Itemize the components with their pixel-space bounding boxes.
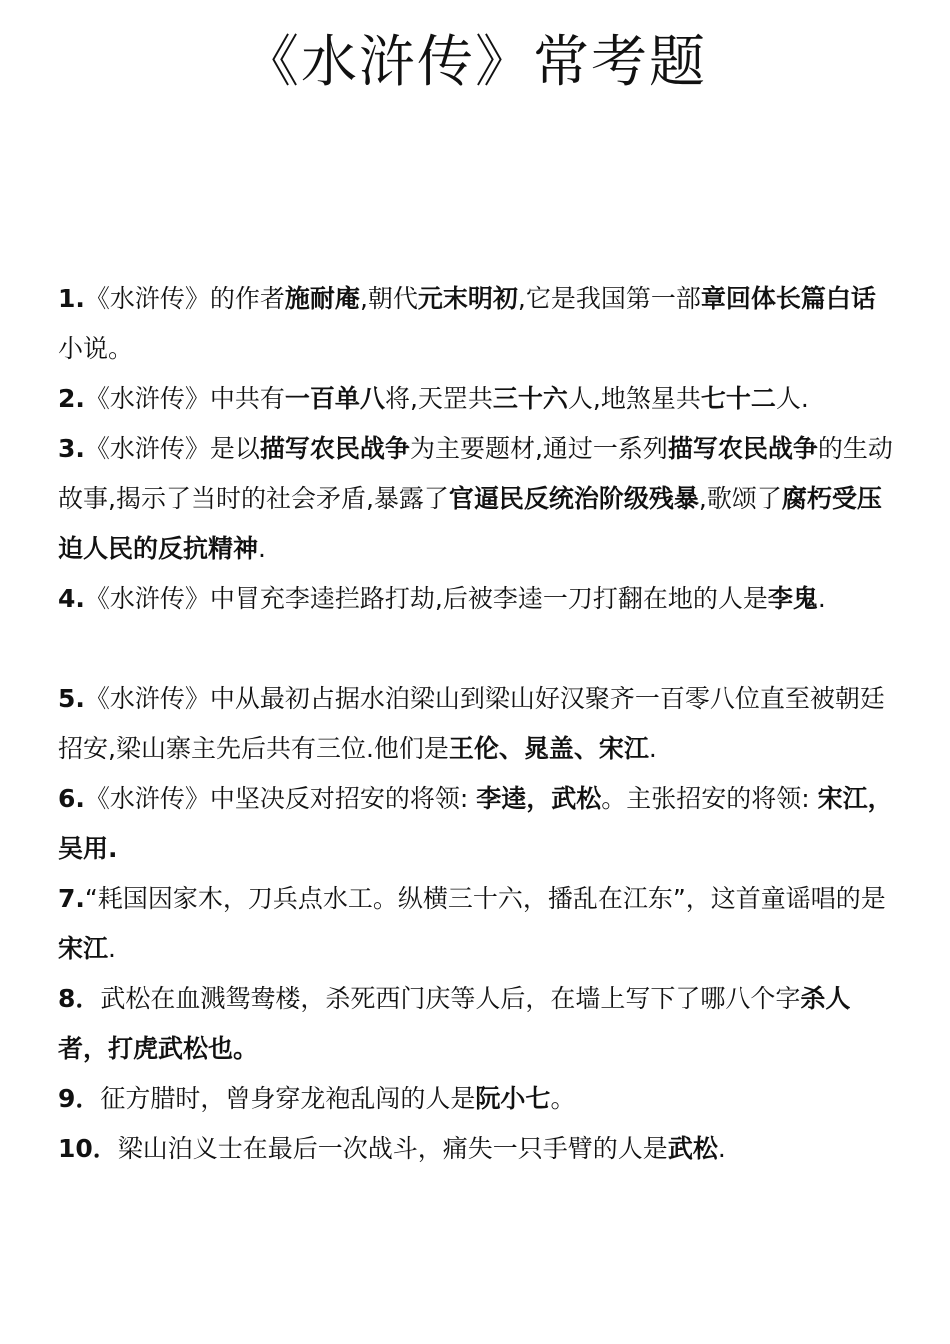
question-number: 8． (58, 984, 101, 1013)
answer-text: 李鬼 (767, 584, 818, 613)
question-text: ,朝代 (359, 284, 418, 313)
question-item (58, 774, 894, 874)
answer-text: 腐朽受压迫人民的反抗精神 (58, 484, 882, 563)
question-number: 7. (58, 884, 85, 913)
answer-text: 元末明初 (417, 284, 518, 313)
question-item (58, 424, 894, 574)
question-number: 6. (58, 784, 85, 813)
question-text: 《水浒传》是以 (84, 434, 260, 463)
question-text: 将,天罡共 (384, 384, 493, 413)
question-number: 1. (58, 284, 85, 313)
question-number: 5. (58, 684, 85, 713)
question-text: 《水浒传》中共有 (84, 384, 285, 413)
question-item (58, 674, 894, 774)
question-text: 征方腊时，曾身穿龙袍乱闯的人是 (100, 1084, 476, 1113)
answer-text: 施耐庵 (284, 284, 360, 313)
page-title: 《水浒传》常考题 (243, 30, 707, 95)
question-item (58, 874, 894, 974)
answer-text: 三十六 (492, 384, 568, 413)
answer-text: 阮小七 (475, 1084, 551, 1113)
question-text: 小说。 (58, 334, 134, 363)
answer-text: 描写农民战争 (667, 434, 818, 463)
answer-text: 武松 (667, 1134, 718, 1163)
question-item (58, 274, 894, 374)
question-text: . (108, 934, 116, 963)
answer-text: 官逼民反统治阶级残暴 (448, 484, 699, 513)
answer-text: 章回体长篇白话 (700, 284, 876, 313)
answer-text: 一百单八 (284, 384, 385, 413)
answer-text: 王伦、晁盖、宋江 (448, 734, 649, 763)
question-item (58, 974, 894, 1074)
question-text: 人,地煞星共 (567, 384, 701, 413)
question-text: ,歌颂了 (698, 484, 782, 513)
question-text: 。主张招安的将领: (601, 784, 818, 813)
question-text: . (648, 734, 657, 763)
question-text: 《水浒传》中坚决反对招安的将领: (84, 784, 477, 813)
question-text: 梁山泊义士在最后一次战斗，痛失一只手臂的人是 (117, 1134, 668, 1163)
answer-text: 描写农民战争 (259, 434, 410, 463)
question-text: 武松在血溅鸳鸯楼，杀死西门庆等人后，在墙上写下了哪八个字 (100, 984, 801, 1013)
question-item (58, 574, 894, 624)
question-text: 人. (775, 384, 809, 413)
question-text: . (817, 584, 826, 613)
answer-text: 七十二 (700, 384, 776, 413)
answer-text: 杀人者，打虎武松也。 (58, 984, 851, 1063)
question-number: 9． (58, 1084, 101, 1113)
question-item (58, 1124, 894, 1174)
answer-text: 宋江 (58, 934, 109, 963)
question-text: 的生动故事,揭示了当时的社会矛盾,暴露了 (58, 434, 893, 513)
question-number: 4. (58, 584, 85, 613)
question-item (58, 1074, 894, 1124)
answer-text: 李逵，武松 (476, 784, 602, 813)
question-text: 。 (550, 1084, 576, 1113)
question-number: 10． (58, 1134, 118, 1163)
question-number: 2. (58, 384, 85, 413)
answer-text: 宋江，吴用. (58, 784, 893, 863)
question-text: “耗国因家木，刀兵点水工。纵横三十六，播乱在江东”，这首童谣唱的是 (84, 884, 886, 913)
question-text: 《水浒传》中从最初占据水泊梁山到梁山好汉聚齐一百零八位直至被朝廷招安,梁山寨主先后共有三位.他们是 (58, 684, 885, 763)
question-text: . (717, 1134, 726, 1163)
question-text: ,它是我国第一部 (517, 284, 701, 313)
question-text: . (258, 534, 266, 563)
question-text: 《水浒传》中冒充李逵拦路打劫,后被李逵一刀打翻在地的人是 (84, 584, 768, 613)
question-number: 3. (58, 434, 85, 463)
question-text: 《水浒传》的作者 (84, 284, 285, 313)
question-list (58, 274, 894, 1174)
question-item (58, 374, 894, 424)
question-text: 为主要题材,通过一系列 (409, 434, 668, 463)
